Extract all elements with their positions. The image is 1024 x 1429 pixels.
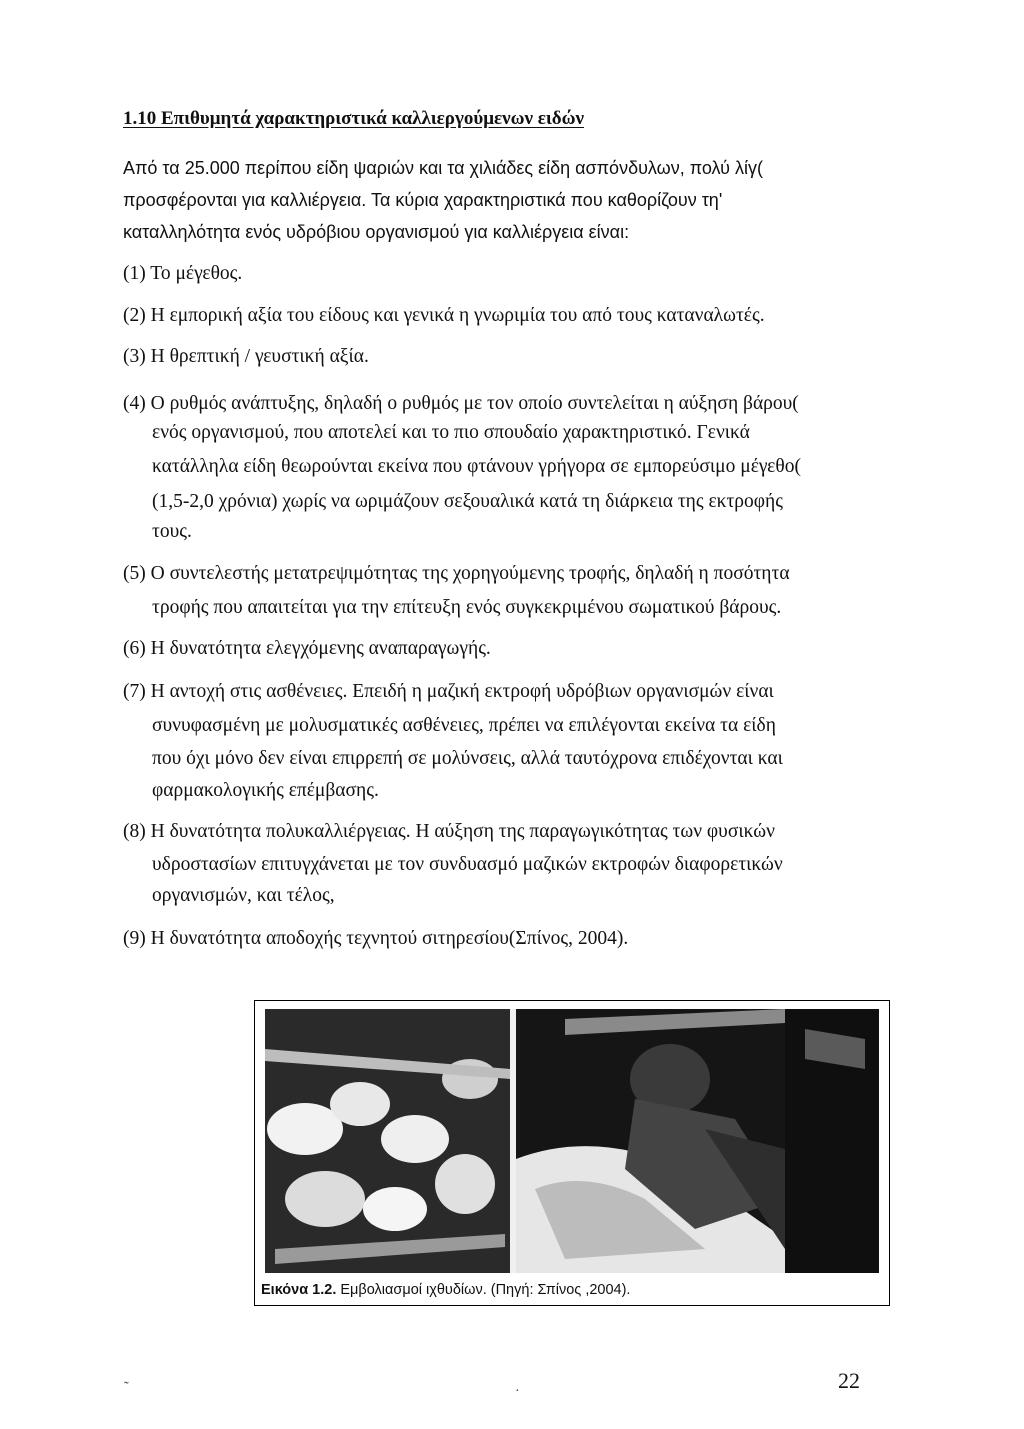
list-item-continuation: οργανισμών, και τέλος, <box>152 885 335 906</box>
caption-text: Εμβολιασμοί ιχθυδίων. (Πηγή: Σπίνος ,2004). <box>336 1282 631 1298</box>
section-heading: 1.10 Επιθυμητά χαρακτηριστικά καλλιεργούμενων ειδών <box>123 108 584 129</box>
list-item-continuation: φαρμακολογικής επέμβασης. <box>152 780 379 801</box>
caption-label: Εικόνα 1.2. <box>261 1282 337 1298</box>
list-item: (6) Η δυνατότητα ελεγχόμενης αναπαραγωγής. <box>123 638 491 659</box>
scan-speck: · <box>515 1384 520 1399</box>
list-item-continuation: τους. <box>152 521 192 542</box>
list-item: (8) Η δυνατότητα πολυκαλλιέργειας. Η αύξηση της παραγωγικότητας των φυσικών <box>123 821 775 842</box>
page-number: 22 <box>838 1368 860 1393</box>
list-item-continuation: υδροστασίων επιτυγχάνεται με τον συνδυασμό μαζικών εκτροφών διαφορετικών <box>152 854 783 875</box>
intro-line: προσφέρονται για καλλιέργεια. Τα κύρια χαρακτηριστικά που καθορίζουν τη' <box>123 190 723 210</box>
list-item-continuation: (1,5-2,0 χρόνια) χωρίς να ωριμάζουν σεξουαλικά κατά τη διάρκεια της εκτροφής <box>152 491 783 512</box>
photo-illustration <box>265 1009 879 1273</box>
list-item: (7) Η αντοχή στις ασθένειες. Επειδή η μαζική εκτροφή υδρόβιων οργανισμών είναι <box>123 681 774 702</box>
list-item: (3) Η θρεπτική / γευστική αξία. <box>123 346 369 367</box>
intro-line: καταλληλότητα ενός υδρόβιου οργανισμού για καλλιέργεια είναι: <box>123 222 630 242</box>
list-item: (1) Το μέγεθος. <box>123 263 243 284</box>
list-item-continuation: κατάλληλα είδη θεωρούνται εκείνα που φτάνουν γρήγορα σε εμπορεύσιμο μέγεθο( <box>152 456 801 477</box>
list-item: (4) Ο ρυθμός ανάπτυξης, δηλαδή ο ρυθμός με τον οποίο συντελείται η αύξηση βάρου( <box>123 393 799 414</box>
list-item: (5) Ο συντελεστής μετατρεψιμότητας της χορηγούμενης τροφής, δηλαδή η ποσότητα <box>123 563 790 584</box>
list-item: (2) Η εμπορική αξία του είδους και γενικά η γνωριμία του από τους καταναλωτές. <box>123 305 765 326</box>
list-item-continuation: συνυφασμένη με μολυσματικές ασθένειες, πρέπει να επιλέγονται εκείνα τα είδη <box>152 715 776 736</box>
list-item: (9) Η δυνατότητα αποδοχής τεχνητού σιτηρεσίου(Σπίνος, 2004). <box>123 928 629 949</box>
intro-line: Από τα 25.000 περίπου είδη ψαριών και τα χιλιάδες είδη ασπόνδυλων, πολύ λίγ( <box>123 158 763 178</box>
figure-caption <box>261 1282 630 1298</box>
scan-speck: ˜ <box>124 1380 129 1395</box>
figure-box <box>254 1000 890 1306</box>
list-item-continuation: που όχι μόνο δεν είναι επιρρεπή σε μολύνσεις, αλλά ταυτόχρονα επιδέχονται και <box>152 748 783 769</box>
list-item-continuation: ενός οργανισμού, που αποτελεί και το πιο σπουδαίο χαρακτηριστικό. Γενικά <box>152 422 750 443</box>
list-item-continuation: τροφής που απαιτείται για την επίτευξη ενός συγκεκριμένου σωματικού βάρους. <box>152 597 782 618</box>
vaccination-photo <box>265 1009 879 1273</box>
